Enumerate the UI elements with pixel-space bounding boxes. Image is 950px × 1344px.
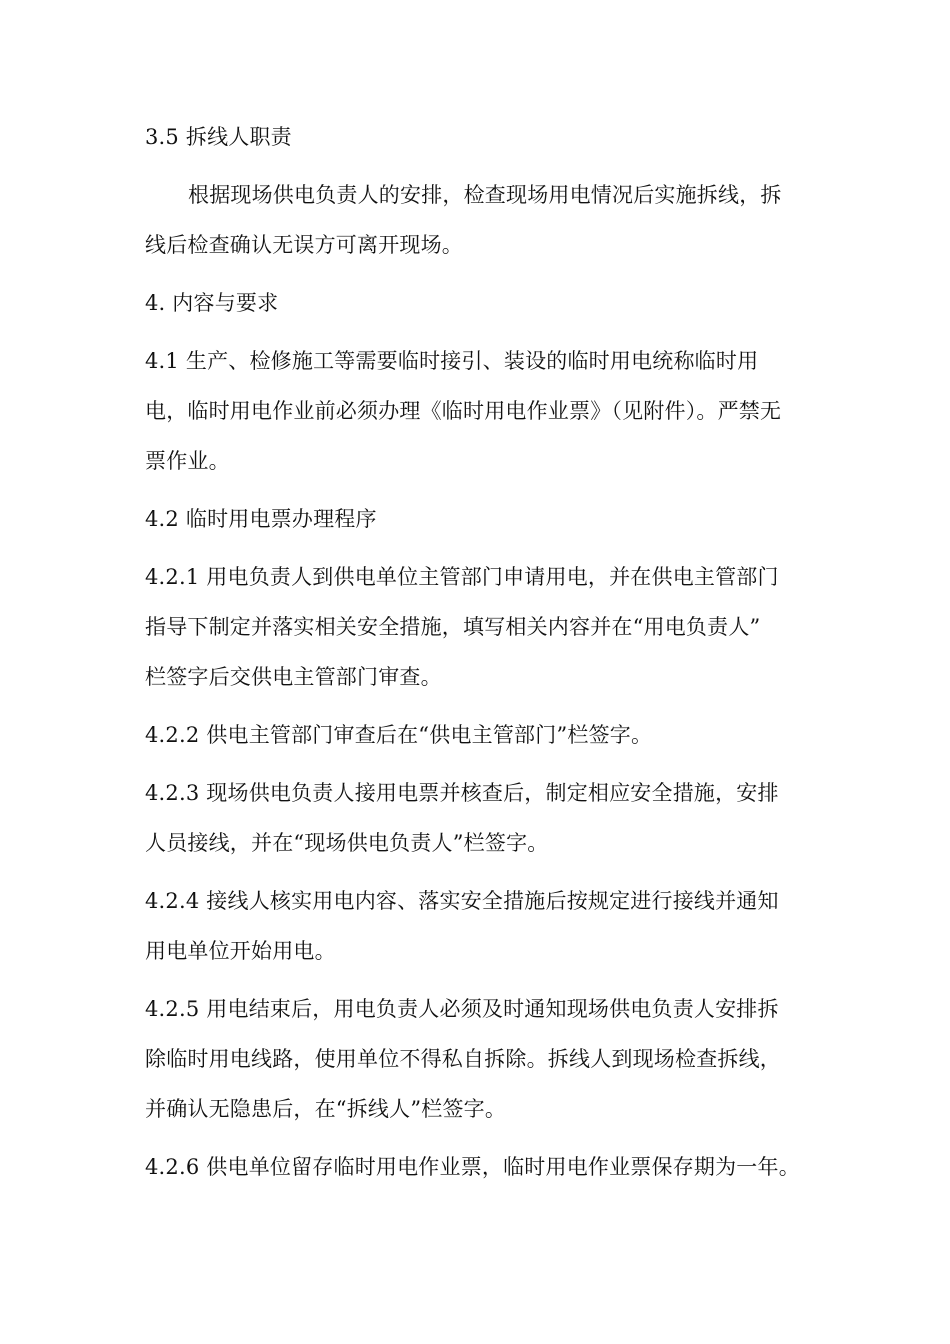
paragraph-line: 4.1 生产、检修施工等需要临时接引、装设的临时用电统称临时用 (145, 349, 759, 373)
paragraph-line: 4.2.2 供电主管部门审查后在“供电主管部门”栏签字。 (145, 723, 653, 747)
paragraph-line: 4.2.4 接线人核实用电内容、落实安全措施后按规定进行接线并通知 (145, 889, 779, 913)
paragraph-line: 4.2.6 供电单位留存临时用电作业票，临时用电作业票保存期为一年。 (145, 1155, 800, 1179)
section-heading-4: 4. 内容与要求 (145, 291, 279, 315)
paragraph-line: 除临时用电线路，使用单位不得私自拆除。拆线人到现场检查拆线， (145, 1047, 781, 1071)
paragraph-line: 票作业。 (145, 449, 230, 473)
section-heading-3-5: 3.5 拆线人职责 (145, 125, 292, 149)
paragraph-line: 4.2.1 用电负责人到供电单位主管部门申请用电，并在供电主管部门 (145, 565, 779, 589)
paragraph-line: 4.2.3 现场供电负责人接用电票并核查后，制定相应安全措施，安排 (145, 781, 779, 805)
paragraph-line: 用电单位开始用电。 (145, 939, 336, 963)
paragraph-line: 并确认无隐患后，在“拆线人”栏签字。 (145, 1097, 507, 1121)
paragraph-line: 线后检查确认无误方可离开现场。 (145, 233, 463, 257)
paragraph-line: 根据现场供电负责人的安排，检查现场用电情况后实施拆线，拆 (188, 183, 782, 207)
paragraph-line: 栏签字后交供电主管部门审查。 (145, 665, 442, 689)
paragraph-line: 指导下制定并落实相关安全措施，填写相关内容并在“用电负责人” (145, 615, 761, 639)
section-heading-4-2: 4.2 临时用电票办理程序 (145, 507, 377, 531)
paragraph-line: 4.2.5 用电结束后，用电负责人必须及时通知现场供电负责人安排拆 (145, 997, 779, 1021)
paragraph-line: 人员接线，并在“现场供电负责人”栏签字。 (145, 831, 549, 855)
paragraph-line: 电，临时用电作业前必须办理《临时用电作业票》（见附件）。严禁无 (145, 399, 782, 423)
